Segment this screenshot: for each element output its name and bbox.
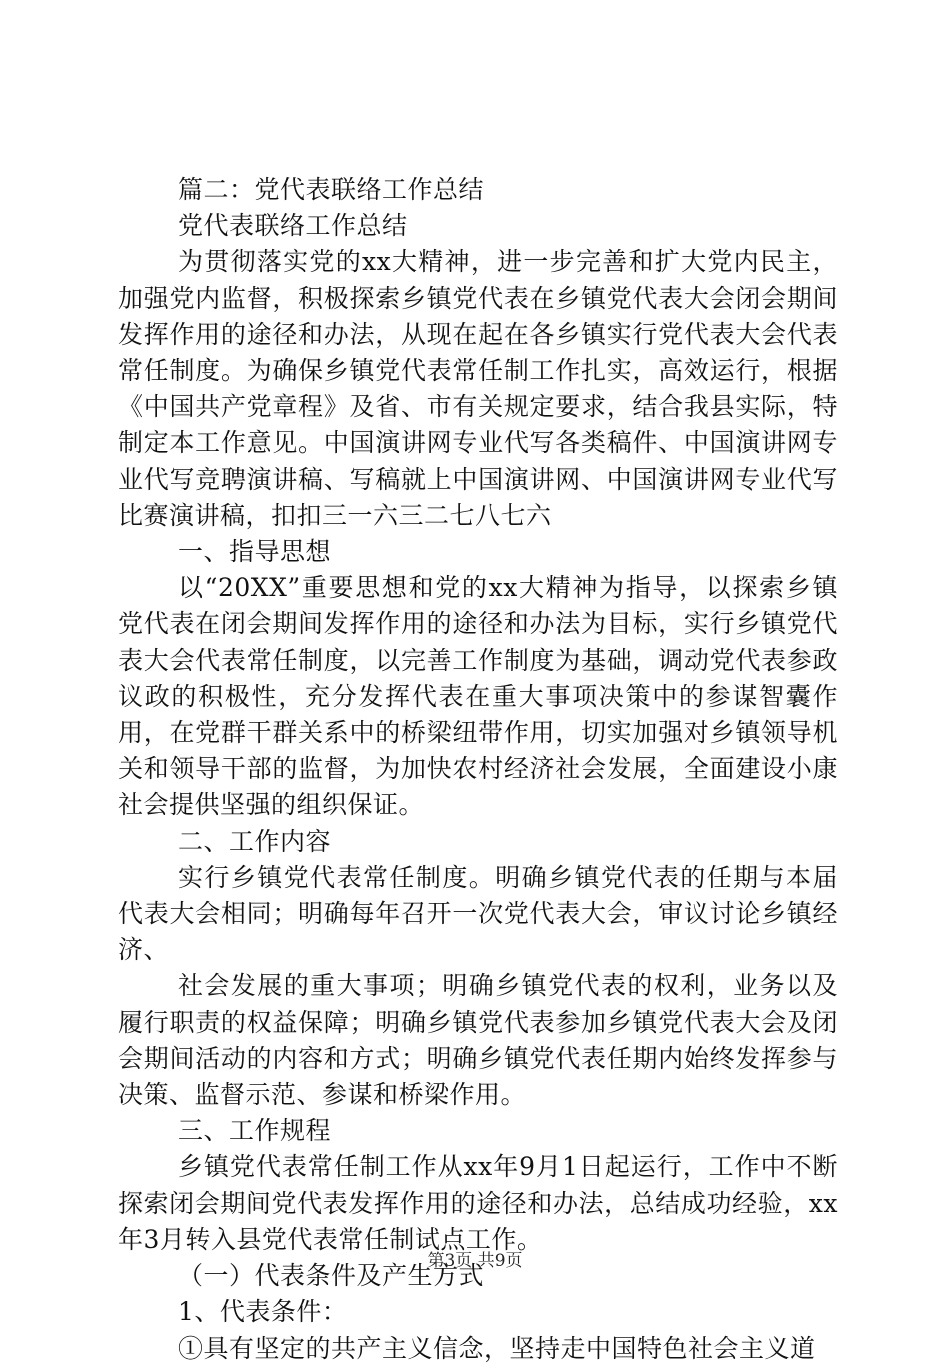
body-paragraph: 乡镇党代表常任制工作从xx年9月1日起运行，工作中不断探索闭会期间党代表发挥作用的途径和办法，总结成功经验，xx年3月转入县党代表常任制试点工作。	[118, 1152, 838, 1254]
subheading-conditions: （一）代表条件及产生方式	[178, 1261, 485, 1291]
body-paragraph: 以“20XX”重要思想和党的xx大精神为指导，以探索乡镇党代表在闭会期间发挥作用的途径和办法为目标，实行乡镇党代表大会代表常任制度，以完善工作制度为基础，调动党代表参政议政的积极性，充分发挥代表在重大事项决策中的参谋智囊作用，在党群干群关系中的桥梁纽带作用，切实加强对乡镇领导机关和领导干部的监督，为加快农村经济社会发展，全面建设小康社会提供坚强的组织保证。	[118, 573, 838, 820]
body-paragraph: 实行乡镇党代表常任制度。明确乡镇党代表的任期与本届代表大会相同；明确每年召开一次党代表大会，审议讨论乡镇经济、	[118, 862, 838, 965]
list-item-heading: 1、代表条件：	[178, 1297, 348, 1327]
subheading-guiding-thought: 一、指导思想	[178, 537, 332, 567]
list-item: ①具有坚定的共产主义信念，坚持走中国特色社会主义道	[178, 1333, 816, 1363]
document-title: 党代表联络工作总结	[178, 211, 408, 241]
subheading-work-content: 二、工作内容	[178, 826, 332, 856]
subheading-work-procedure: 三、工作规程	[178, 1116, 332, 1146]
body-paragraph: 社会发展的重大事项；明确乡镇党代表的权利，业务以及履行职责的权益保障；明确乡镇党代表参加乡镇党代表大会及闭会期间活动的内容和方式；明确乡镇党代表任期内始终发挥参与决策、监督示范、参谋和桥梁作用。	[118, 971, 838, 1110]
section-heading: 篇二：党代表联络工作总结	[178, 175, 485, 204]
document-body	[118, 172, 838, 1367]
page-number-footer: 第3页 共9页	[427, 1251, 523, 1271]
body-paragraph: 为贯彻落实党的xx大精神，进一步完善和扩大党内民主，加强党内监督，积极探索乡镇党代表在乡镇党代表大会闭会期间发挥作用的途径和办法，从现在起在各乡镇实行党代表大会代表常任制度。为确保乡镇党代表常任制工作扎实，高效运行，根据《中国共产党章程》及省、市有关规定要求，结合我县实际，特制定本工作意见。中国演讲网专业代写各类稿件、中国演讲网专业代写竞聘演讲稿、写稿就上中国演讲网、中国演讲网专业代写比赛演讲稿，扣扣三一六三二七八七六	[118, 247, 838, 530]
